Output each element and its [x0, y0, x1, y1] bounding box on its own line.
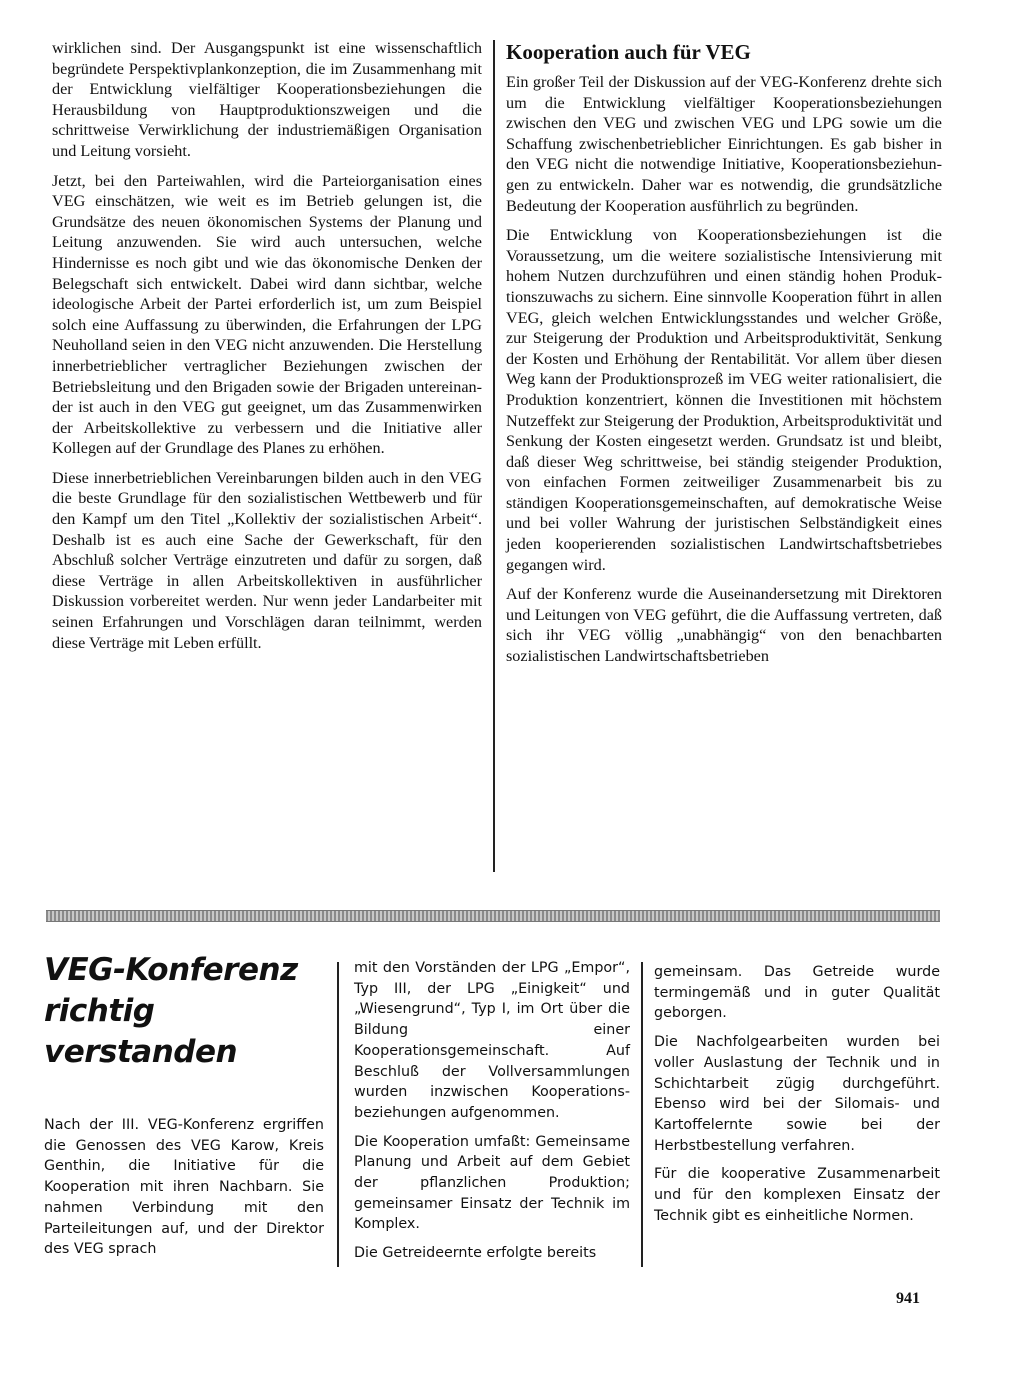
column-divider [641, 962, 643, 1267]
article-column-2 [354, 958, 630, 1272]
paragraph: Die Nachfolgearbeiten wurden bei voller Auslastung der Technik und in Schichtarbeit zügig durchgeführt. Ebenso wird bei der Silomais- und Kartoffelernte sowie bei der Herbstbestellung verfahren. [654, 1034, 940, 1154]
article-column-3 [654, 962, 940, 1234]
paragraph: Ein großer Teil der Diskussion auf der VEG-Konferenz drehte sich um die Entwicklung vielfältiger Kooperationsbeziehungen zwischen den VEG und zwischen VEG und LPG sowie um die Schaffung zwischenbetrieblicher Einrichtungen. Es gab bisher in den VEG nicht die notwendige Initiative, Kooperationsbeziehungen zu entwickeln. Daher war es notwendig, die grundsätzliche Bedeutung der Kooperation ausführlich zu begründen. [506, 73, 942, 215]
page-number: 941 [896, 1290, 920, 1307]
paragraph: Die Getreideernte erfolgte bereits [354, 1245, 597, 1262]
column-divider [337, 962, 339, 1267]
top-left-column [52, 38, 482, 662]
paragraph: Die Entwicklung von Kooperationsbeziehungen ist die Voraussetzung, um die weitere sozialistische Intensivierung mit hohem Nutzen durchzuführen und einen ständig hohen Produktionszuwachs zu sichern. Eine sinnvolle Kooperation führt in allen VEG, gleich welchen Entwicklungsstandes und welcher Größe, zur Steigerung der Produktion und Arbeitsproduktivität, Senkung der Kosten und Erhöhung der Rentabilität. Vor allem über diesen Weg kann der Produktionsprozeß im VEG weiter rationalisiert, die Produktion konzentriert, können die Investitionen mit höchstem Nutzeffekt zur Steigerung der Produktion, Arbeitsproduktivität und Senkung der Kosten eingesetzt werden. Grundsatz ist und bleibt, daß dieser Weg schrittweise, bei ständig steigender Produktion, von einfachen Formen zeitweiliger Zusammenarbeit bis zu ständigen Kooperationsgemeinschaften, auf demokratische Weise und bei voller Wahrung der juristischen Selbständigkeit eines jeden kooperierenden sozialistischen Landwirtschaftsbetriebes gegangen wird. [506, 226, 942, 574]
section-separator-band [46, 910, 940, 922]
article-column-1 [44, 1115, 324, 1268]
paragraph: Nach der III. VEG-Konferenz ergriffen die Genossen des VEG Karow, Kreis Genthin, die Initiative für die Kooperation mit ihren Nachbarn. Sie nahmen Verbindung mit den Parteileitungen auf, und der Direktor des VEG sprach [44, 1117, 324, 1258]
paragraph: Die Kooperation umfaßt: Gemeinsame Planung und Arbeit auf dem Gebiet der pflanzlichen Produktion; gemeinsamer Einsatz der Technik im Komplex. [354, 1133, 630, 1233]
column-divider [493, 40, 495, 872]
paragraph: gemeinsam. Das Getreide wurde termingemäß und in guter Qualität geborgen. [654, 964, 940, 1022]
paragraph: Auf der Konferenz wurde die Auseinandersetzung mit Direktoren und Leitungen von VEG geführt, die die Auffassung vertreten, daß sich ihr VEG völlig „unabhängig“ von den benachbarten sozialistischen Landwirtschaftsbetrieben [506, 585, 942, 666]
article-title: VEG-Konferenz richtig verstanden [44, 952, 298, 1070]
top-right-column [506, 38, 942, 676]
section-heading: Kooperation auch für VEG [506, 40, 751, 64]
paragraph: mit den Vorständen der LPG „Empor“, Typ III, der LPG „Einigkeit“ und „Wiesengrund“, Typ I, im Ort über die Bildung einer Kooperationsgemeinschaft. Auf Beschluß der Vollversammlungen wurden inzwischen Kooperationsbeziehungen aufgenommen. [354, 960, 630, 1121]
paragraph: Für die kooperative Zusammenarbeit und für den komplexen Einsatz der Technik gibt es einheitliche Normen. [654, 1166, 940, 1224]
paragraph: wirklichen sind. Der Ausgangspunkt ist eine wissenschaftlich begründete Perspektivplankonzeption, die im Zusammenhang mit der Entwicklung vielfältiger Kooperationsbeziehungen die Herausbildung von Hauptproduktionszweigen und die schrittweise Verwirklichung der industriemäßigen Organisation und Leitung vorsieht. [52, 39, 482, 160]
paragraph: Diese innerbetrieblichen Vereinbarungen bilden auch in den VEG die beste Grundlage für den sozialistischen Wettbewerb und für den Kampf um den Titel „Kollektiv der sozialistischen Arbeit“. Deshalb ist es auch eine Sache der Gewerkschaft, für den Abschluß solcher Verträge einzutreten und dafür zu sorgen, daß diese Verträge in allen Arbeitskollektiven in ausführlicher Diskussion vorbereitet werden. Nur wenn jeder Landarbeiter mit seinen Erfahrungen und Vorschlägen daran teilnimmt, werden diese Verträge mit Leben erfüllt. [52, 468, 482, 652]
paragraph: Jetzt, bei den Parteiwahlen, wird die Parteiorganisation eines VEG einschätzen, wie weit es im Betrieb gelungen ist, die Grundsätze des neuen ökonomischen Systems der Planung und Leitung anzuwenden. Sie wird auch untersuchen, welche Hindernisse es noch gibt und wie das ökonomische Denken der Belegschaft sich entwickelt. Dabei wird dann sichtbar, welche ideologische Arbeit der Partei erforderlich ist, um zum Beispiel solch eine Auffassung zu überwinden, die Erfahrungen der LPG Neuholland seien in den VEG nicht anzuwenden. Die Herstellung innerbetrieblicher vertraglicher Beziehungen zwischen der Betriebsleitung und den Brigaden sowie der Brigaden untereinander ist auch in den VEG gut geeignet, um das Zusammenwirken der Arbeitskollektive zu verbessern und die Initiative aller Kollegen auf der Grundlage des Planes zu erhöhen. [52, 171, 482, 458]
